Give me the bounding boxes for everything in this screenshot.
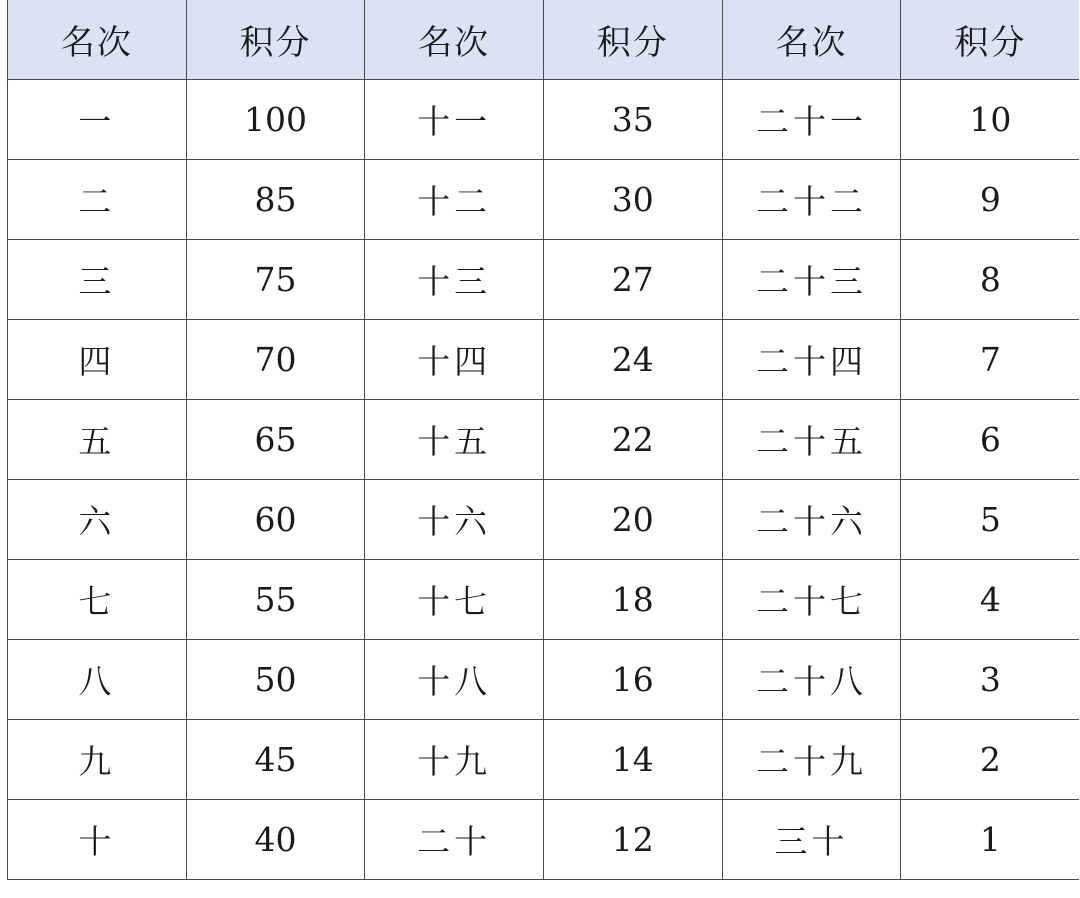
- rank-cell: 二十: [365, 799, 544, 879]
- rank-cell: 三十: [722, 799, 901, 879]
- rank-cell: 三: [8, 239, 187, 319]
- points-cell: 7: [901, 319, 1080, 399]
- points-cell: 5: [901, 479, 1080, 559]
- rank-cell: 十三: [365, 239, 544, 319]
- rank-cell: 十六: [365, 479, 544, 559]
- table-row: [8, 399, 1080, 479]
- points-cell: 9: [901, 159, 1080, 239]
- points-cell: 10: [901, 79, 1080, 159]
- points-cell: 24: [543, 319, 722, 399]
- points-cell: 14: [543, 719, 722, 799]
- points-cell: 55: [186, 559, 365, 639]
- table-row: [8, 239, 1080, 319]
- rank-cell: 十八: [365, 639, 544, 719]
- points-cell: 40: [186, 799, 365, 879]
- table-row: [8, 159, 1080, 239]
- points-cell: 27: [543, 239, 722, 319]
- points-cell: 30: [543, 159, 722, 239]
- table-body: [8, 79, 1080, 879]
- points-cell: 4: [901, 559, 1080, 639]
- rank-cell: 七: [8, 559, 187, 639]
- rank-cell: 十四: [365, 319, 544, 399]
- rank-cell: 六: [8, 479, 187, 559]
- table-row: [8, 559, 1080, 639]
- rank-cell: 二十三: [722, 239, 901, 319]
- rank-cell: 二: [8, 159, 187, 239]
- table-row: [8, 639, 1080, 719]
- rank-cell: 八: [8, 639, 187, 719]
- rank-cell: 二十二: [722, 159, 901, 239]
- table-row: [8, 79, 1080, 159]
- points-cell: 18: [543, 559, 722, 639]
- header-points-2: 积分: [543, 0, 722, 79]
- table-row: [8, 719, 1080, 799]
- header-row: [8, 0, 1080, 79]
- rank-cell: 二十九: [722, 719, 901, 799]
- header-rank-2: 名次: [365, 0, 544, 79]
- rank-cell: 十五: [365, 399, 544, 479]
- rank-cell: 十一: [365, 79, 544, 159]
- header-points-3: 积分: [901, 0, 1080, 79]
- points-cell: 65: [186, 399, 365, 479]
- header-rank-3: 名次: [722, 0, 901, 79]
- points-cell: 60: [186, 479, 365, 559]
- header-points-1: 积分: [186, 0, 365, 79]
- rank-cell: 十九: [365, 719, 544, 799]
- points-cell: 16: [543, 639, 722, 719]
- rank-cell: 二十八: [722, 639, 901, 719]
- rank-cell: 二十五: [722, 399, 901, 479]
- points-cell: 20: [543, 479, 722, 559]
- points-table: [7, 0, 1079, 880]
- table-row: [8, 479, 1080, 559]
- points-cell: 45: [186, 719, 365, 799]
- points-cell: 35: [543, 79, 722, 159]
- points-cell: 1: [901, 799, 1080, 879]
- rank-cell: 二十七: [722, 559, 901, 639]
- points-cell: 6: [901, 399, 1080, 479]
- rank-cell: 九: [8, 719, 187, 799]
- rank-cell: 五: [8, 399, 187, 479]
- table-header: [8, 0, 1080, 79]
- header-rank-1: 名次: [8, 0, 187, 79]
- rank-cell: 四: [8, 319, 187, 399]
- table-row: [8, 799, 1080, 879]
- points-cell: 2: [901, 719, 1080, 799]
- table-row: [8, 319, 1080, 399]
- rank-cell: 十: [8, 799, 187, 879]
- rank-cell: 一: [8, 79, 187, 159]
- points-cell: 8: [901, 239, 1080, 319]
- points-cell: 75: [186, 239, 365, 319]
- points-table-container: [7, 0, 1079, 880]
- rank-cell: 十二: [365, 159, 544, 239]
- points-cell: 12: [543, 799, 722, 879]
- points-cell: 100: [186, 79, 365, 159]
- points-cell: 50: [186, 639, 365, 719]
- rank-cell: 二十四: [722, 319, 901, 399]
- rank-cell: 二十六: [722, 479, 901, 559]
- points-cell: 22: [543, 399, 722, 479]
- points-cell: 85: [186, 159, 365, 239]
- points-cell: 3: [901, 639, 1080, 719]
- rank-cell: 二十一: [722, 79, 901, 159]
- points-cell: 70: [186, 319, 365, 399]
- rank-cell: 十七: [365, 559, 544, 639]
